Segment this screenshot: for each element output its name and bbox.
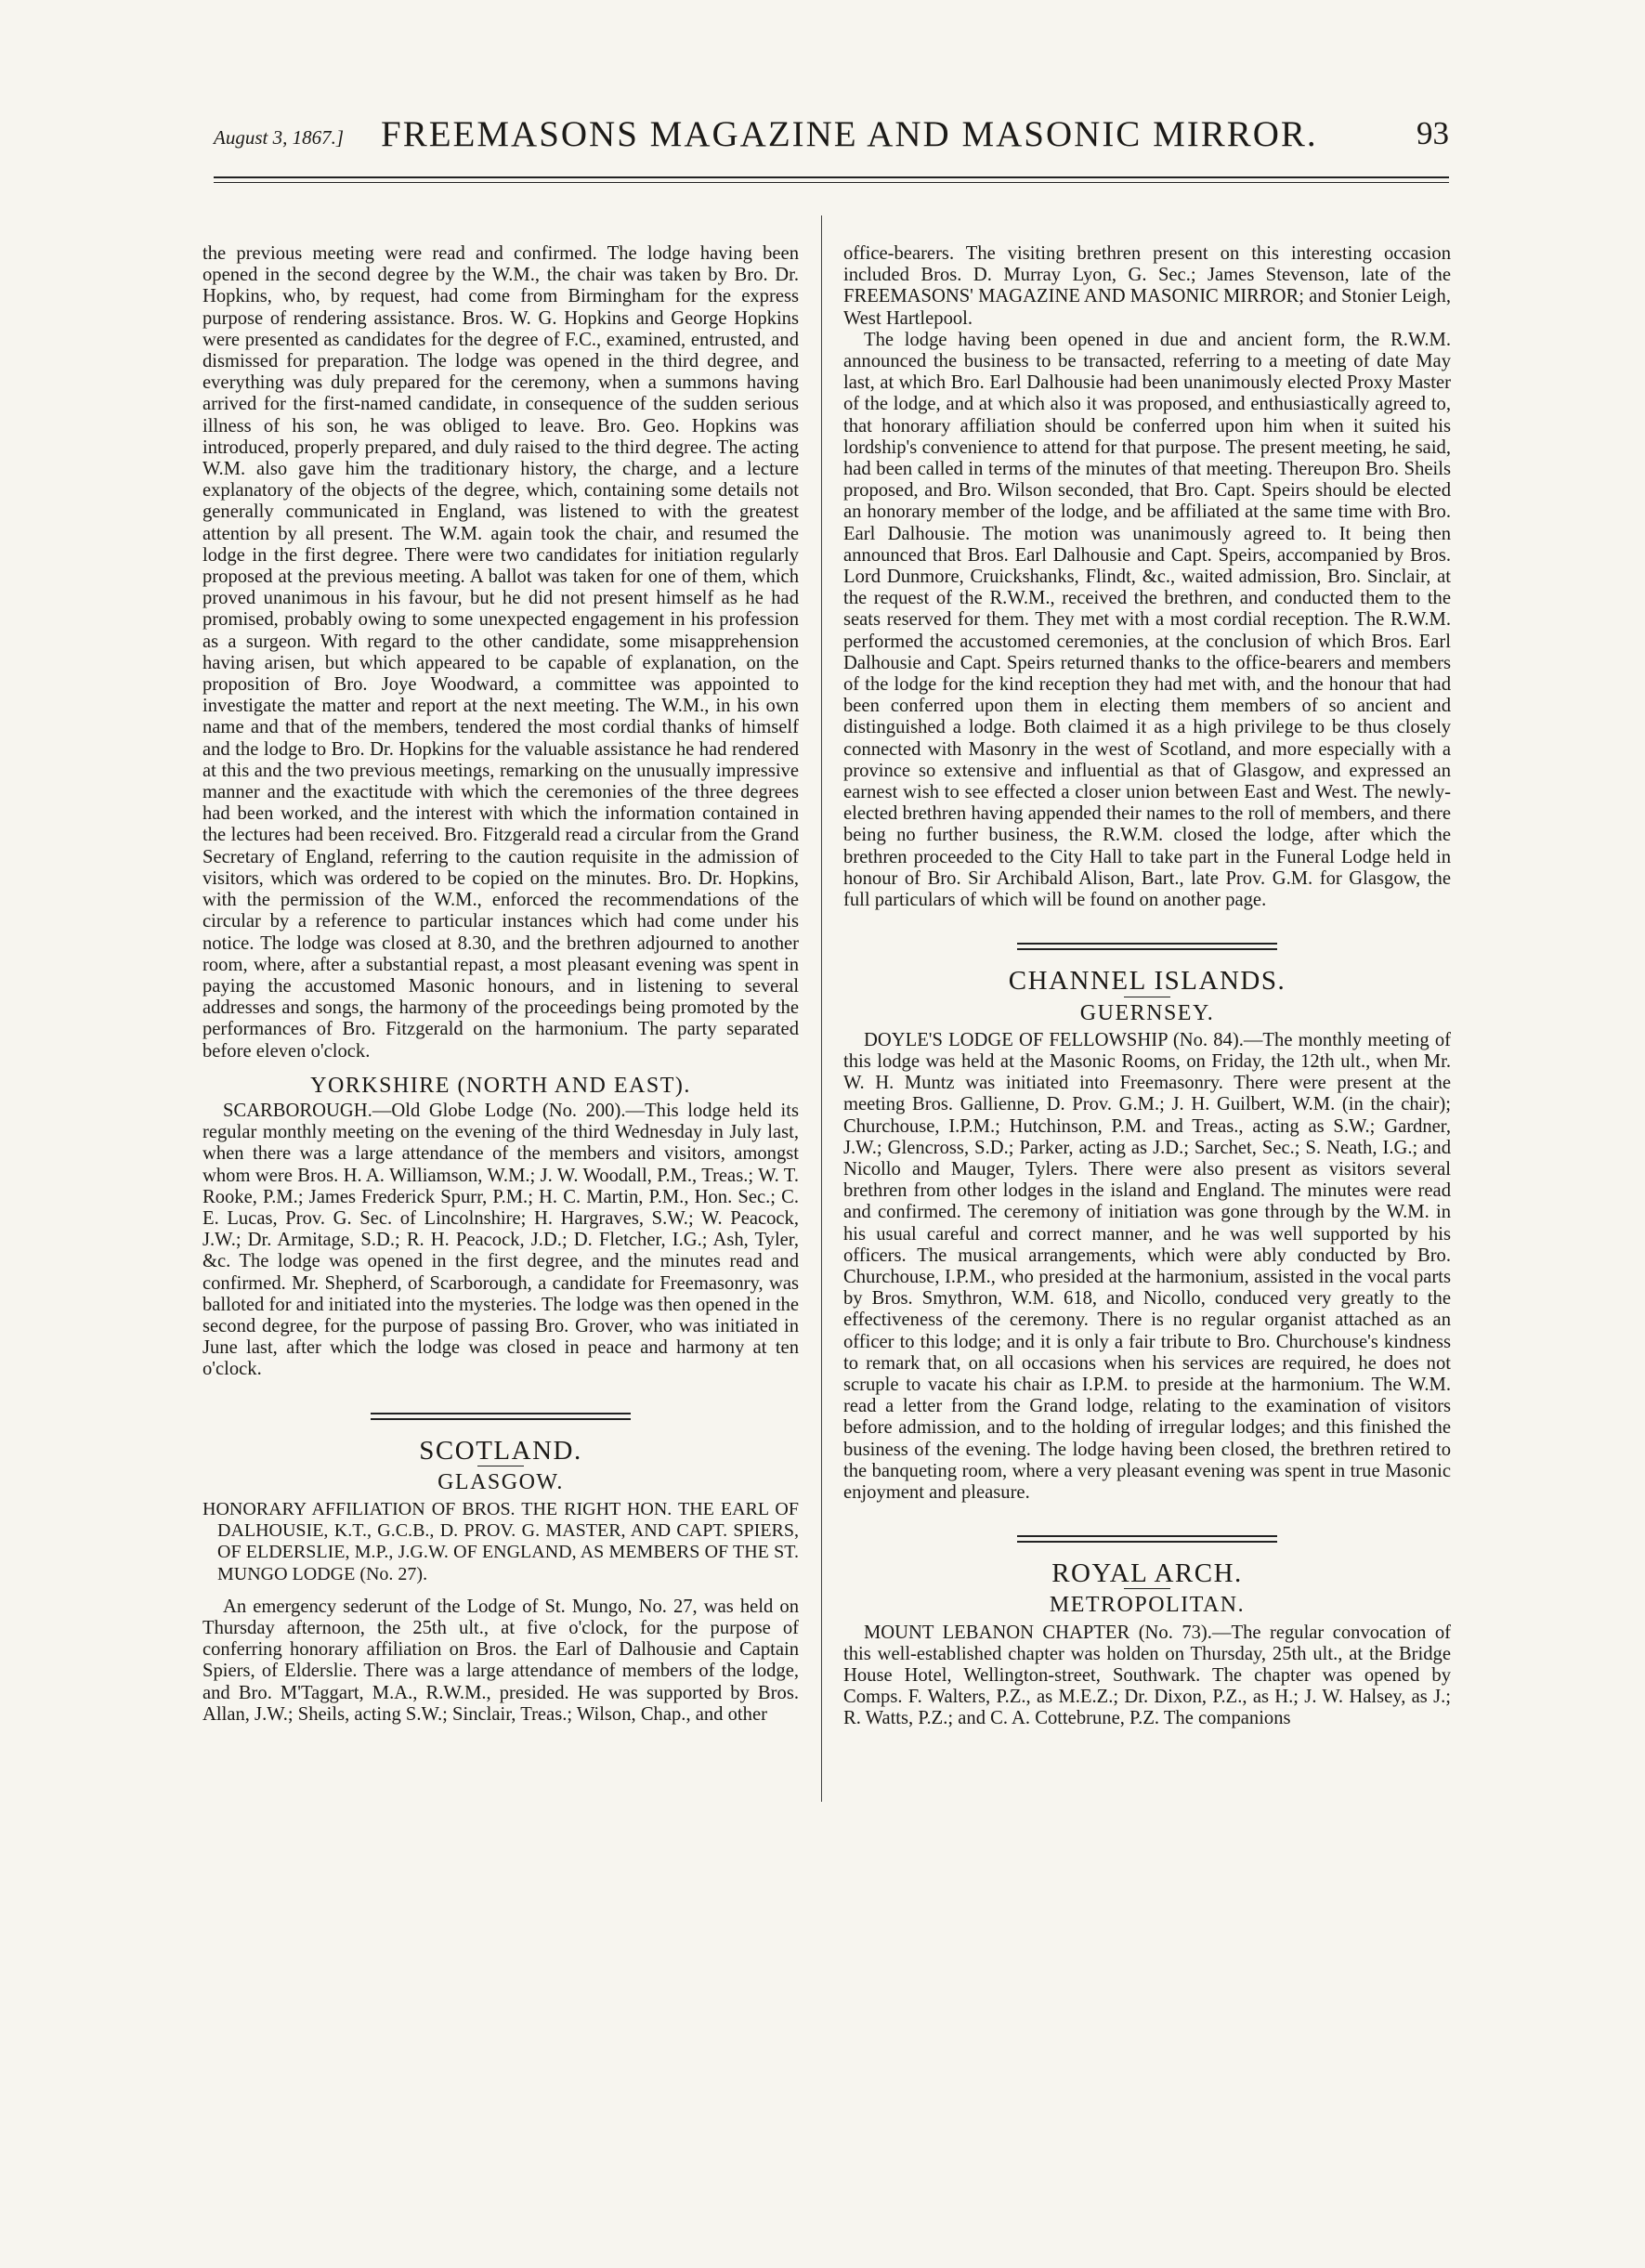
metropolitan-subtitle: METROPOLITAN. bbox=[1049, 1593, 1246, 1618]
header-rule-bottom bbox=[214, 182, 1449, 183]
mount-lebanon-report: MOUNT LEBANON CHAPTER (No. 73).—The regular convocation of this well-established chapter was holden on Thursday, 25th ult., at the Bridge House Hotel, Wellington-street, Southwark. The chapter was opened by Comps. F. Walters, P.Z., as M.E.Z.; Dr. Dixon, P.Z., as H.; J. W. Halsey, as J.; R. Watts, P.Z.; and C. A. Cottebrune, P.Z. The companions bbox=[843, 1622, 1451, 1729]
left-column bbox=[202, 243, 799, 1726]
page-number: 93 bbox=[1417, 115, 1449, 151]
guernsey-report: DOYLE'S LODGE OF FELLOWSHIP (No. 84).—The monthly meeting of this lodge was held at the Masonic Rooms, on Friday, the 12th ult., when Mr. W. H. Muntz was initiated into Freemasonry. There were present at the meeting Bros. Gallienne, D. Prov. G.M.; J. H. Guilbert, W.M. (in the chair); Churchouse, I.P.M.; Hutchinson, P.M. and Treas., acting as S.W.; Gardner, J.W.; Glencross, S.D.; Parker, acting as J.D.; Sarchet, Sec.; S. Neath, I.G.; and Nicollo and Mauger, Tylers. There were also present as visitors several brethren from other lodges in the island and England. The minutes were read and confirmed. The ceremony of initiation was gone through by the W.M. in his usual careful and correct manner, and he was well supported by his officers. The musical arrangements, which were ably conducted by Bro. Churchouse, I.P.M., who presided at the harmonium, assisted in the vocal parts by Bros. Smythron, W.M. 618, and Nicollo, conduced very greatly to the effectiveness of the ceremony. There is no regular organist attached as an officer to this lodge; and it is only a fair tribute to Bro. Churchouse's kindness to remark that, on all occasions when his services are required, he does not scruple to vacate his chair as I.P.M. to preside at the harmonium. The W.M. read a letter from the Grand lodge, relating to the examination of visitors before admission, and to the holding of irregular lodges; and this finished the business of the evening. The lodge having been closed, the brethren retired to the banqueting room, where a very pleasant evening was spent in true Masonic enjoyment and pleasure. bbox=[843, 1029, 1451, 1503]
section-divider-channel bbox=[1017, 943, 1277, 950]
scarborough-report: SCARBOROUGH.—Old Globe Lodge (No. 200).—This lodge held its regular monthly meeting on the evening of the third Wednesday in July last, when there was a large attendance of the members and visitors, amongst whom were Bros. H. A. Williamson, W.M.; J. W. Woodall, P.M., Treas.; W. T. Rooke, P.M.; James Frederick Spurr, P.M.; H. C. Martin, P.M., Hon. Sec.; C. E. Lucas, Prov. G. Sec. of Lincolnshire; H. Hargraves, S.W.; W. Peacock, J.W.; Dr. Armitage, S.D.; R. H. Peacock, J.D.; D. Fletcher, I.G.; Ash, Tyler, &c. The lodge was opened in the first degree, and the minutes read and confirmed. Mr. Shepherd, of Scarborough, a candidate for Freemasonry, was balloted for and initiated into the mysteries. The lodge was then opened in the second degree, for the purpose of passing Bro. Grover, who was initiated in June last, after which the lodge was closed in peace and harmony at ten o'clock. bbox=[202, 1100, 799, 1380]
glasgow-subtitle: GLASGOW. bbox=[437, 1469, 564, 1494]
guernsey-subtitle: GUERNSEY. bbox=[1079, 1000, 1215, 1025]
masthead-title: FREEMASONS MAGAZINE AND MASONIC MIRROR. bbox=[381, 114, 1318, 154]
continued-lodge-report: the previous meeting were read and confirmed. The lodge having been opened in the second degree by the W.M., the chair was taken by Bro. Dr. Hopkins, who, by request, had come from Birmingham for the express purpose of rendering assistance. Bros. W. G. Hopkins and George Hopkins were presented as candidates for the degree of F.C., examined, entrusted, and dismissed for preparation. The lodge was opened in the third degree, and everything was duly prepared for the ceremony, when a summons having arrived for the first-named candidate, in consequence of the sudden serious illness of his son, he was obliged to leave. Bro. Geo. Hopkins was introduced, properly prepared, and duly raised to the third degree. The acting W.M. also gave him the traditionary history, the charge, and a lecture explanatory of the objects of the degree, which, containing some details not generally communicated in England, was listened to with the greatest attention by all present. The W.M. again took the chair, and resumed the lodge in the first degree. There were two candidates for initiation regularly proposed at the previous meeting. A ballot was taken for one of them, which proved unanimous in his favour, but he did not present himself as he had promised, probably owing to some unexpected engagement in his profession as a surgeon. With regard to the other candidate, some misapprehension having arisen, but which appeared to be capable of explanation, on the proposition of Bro. Joye Woodward, a committee was appointed to investigate the matter and report at the next meeting. The W.M., in his own name and that of the members, tendered the most cordial thanks of himself and the lodge to Bro. Dr. Hopkins for the valuable assistance he had rendered at this and the two previous meetings, remarking on the unusually impressive manner and the exactitude with which the ceremonies of the three degrees had been worked, and the interest with which the information contained in the lectures had been received. Bro. Fitzgerald read a circular from the Grand Secretary of England, referring to the caution requisite in the admission of visitors, which was ordered to be copied on the minutes. Bro. Dr. Hopkins, with the permission of the W.M., enforced the recommendations of the circular by a reference to particular instances which had come under his notice. The lodge was closed at 8.30, and the brethren adjourned to another room, where, after a substantial repast, a most pleasant evening was spent in paying the accustomed Masonic honours, and in listening to several addresses and songs, the harmony of the proceedings being promoted by the performances of Bro. Fitzgerald on the harmonium. The party separated before eleven o'clock. bbox=[202, 243, 799, 1062]
glasgow-report: An emergency sederunt of the Lodge of St. Mungo, No. 27, was held on Thursday afternoon, the 25th ult., at five o'clock, for the purpose of conferring honorary affiliation on Bros. the Earl of Dalhousie and Captain Spiers, of Elderslie. There was a large attendance of members of the lodge, and Bro. M'Taggart, M.A., R.W.M., presided. He was supported by Bros. Allan, J.W.; Sheils, acting S.W.; Sinclair, Treas.; Wilson, Chap., and other bbox=[202, 1596, 799, 1725]
issue-date: August 3, 1867.] bbox=[214, 126, 345, 149]
glasgow-affiliation-report: The lodge having been opened in due and ancient form, the R.W.M. announced the business to be transacted, referring to a meeting of date May last, at which Bro. Earl Dalhousie had been unanimously elected Proxy Master of the lodge, and at which also it was proposed, and enthusiastically agreed to, that honorary affiliation should be conferred upon him when it suited his lordship's convenience to attend for that purpose. The present meeting, he said, had been called in terms of the minutes of that meeting. Thereupon Bro. Sheils proposed, and Bro. Wilson seconded, that Bro. Capt. Speirs should be elected an honorary member of the lodge, and be affiliated at the same time with Bro. Earl Dalhousie. The motion was unanimously agreed to. It being then announced that Bros. Earl Dalhousie and Capt. Speirs, accompanied by Bros. Lord Dunmore, Cruickshanks, Flindt, &c., waited admission, Bro. Sinclair, at the request of the R.W.M., received the brethren, and conducted them to the seats reserved for them. They met with a most cordial reception. The R.W.M. performed the accustomed ceremonies, at the conclusion of which Bros. Earl Dalhousie and Capt. Speirs returned thanks to the office-bearers and members of the lodge for the kind reception they had met with, and the honour that had been conferred upon them in electing them members of so ancient and distinguished a lodge. Both claimed it as a high privilege to be thus closely connected with Masonry in the west of Scotland, and more especially with a province so extensive and influential as that of Glasgow, and expressed an earnest wish to see effected a closer union between East and West. The newly-elected brethren having appended their names to the roll of members, and there being no further business, the R.W.M. closed the lodge, after which the brethren proceeded to the City Hall to take part in the Funeral Lodge held in honour of Bro. Sir Archibald Alison, Bart., late Prov. G.M. for Glasgow, the full particulars of which will be found on another page. bbox=[843, 329, 1451, 911]
right-column bbox=[843, 243, 1451, 1730]
section-divider-royal-arch bbox=[1017, 1535, 1277, 1543]
glasgow-report-heading: HONORARY AFFILIATION OF BROS. THE RIGHT HON. THE EARL OF DALHOUSIE, K.T., G.C.B., D. PROV. G. MASTER, AND CAPT. SPIERS, OF ELDERSLIE, M.P., J.G.W. OF ENGLAND, AS MEMBERS OF THE ST. MUNGO LODGE (No. 27). bbox=[202, 1498, 799, 1584]
channel-islands-title: CHANNEL ISLANDS. bbox=[1008, 966, 1286, 997]
yorkshire-section-title: YORKSHIRE (NORTH AND EAST). bbox=[310, 1073, 691, 1098]
page-header bbox=[214, 110, 1449, 165]
royal-arch-title: ROYAL ARCH. bbox=[1051, 1558, 1243, 1589]
glasgow-report-continued: office-bearers. The visiting brethren present on this interesting occasion included Bros. D. Murray Lyon, G. Sec.; James Stevenson, late of the FREEMASONS' MAGAZINE AND MASONIC MIRROR; and Stonier Leigh, West Hartlepool. bbox=[843, 243, 1451, 329]
section-divider-scotland bbox=[371, 1413, 631, 1420]
header-rule-top bbox=[214, 176, 1449, 178]
section-dash bbox=[1124, 1588, 1170, 1589]
scotland-section-title: SCOTLAND. bbox=[419, 1435, 582, 1466]
column-divider bbox=[821, 215, 822, 1802]
